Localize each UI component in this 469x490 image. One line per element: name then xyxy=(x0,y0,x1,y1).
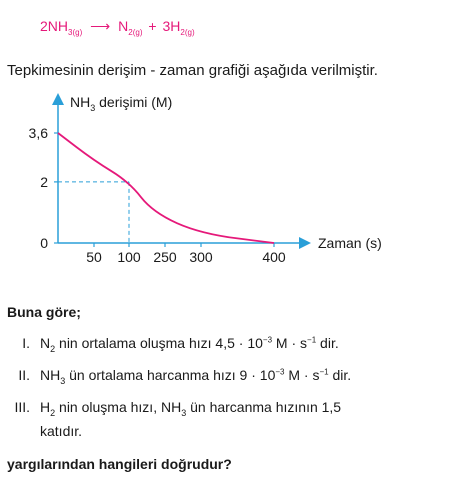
x-axis-label: Zaman (s) xyxy=(318,235,382,251)
x-tick-label: 100 xyxy=(117,249,141,265)
concentration-time-chart xyxy=(0,85,469,275)
prompt-text: Buna göre; xyxy=(7,304,81,320)
x-tick-label: 300 xyxy=(189,249,213,265)
concentration-curve xyxy=(58,133,274,243)
statement-2: II. $NH_3$ ün ortalama harcanma hızı $9 \cdot 10^{-3}$ $M \cdot s^{-1}$ dir. xyxy=(18,367,352,386)
y-axis-label: $NH_3$ derişimi (M) xyxy=(70,94,173,113)
statement-3-continued: katıdır. xyxy=(40,423,83,439)
y-tick-label: 0 xyxy=(40,235,48,251)
x-tick-label: 400 xyxy=(262,249,286,265)
intro-text: Tepkimesinin derişim - zaman grafiği aşağıda verilmiştir. xyxy=(7,62,378,79)
x-tick-label: 250 xyxy=(153,249,177,265)
x-tick-label: 50 xyxy=(86,249,102,265)
statement-1: I. $N_2$ nin ortalama oluşma hızı $4,5 \cdot 10^{-3}$ $M \cdot s^{-1}$ dir. xyxy=(22,335,339,354)
reaction-equation: $2NH_{3(g)}$ ⟶ $N_{2(g)} + 3H_{2(g)}$ xyxy=(40,18,195,37)
question-text: yargılarından hangileri doğrudur? xyxy=(7,456,232,472)
y-tick-label: 3,6 xyxy=(28,125,48,141)
y-tick-label: 2 xyxy=(40,173,48,190)
statement-3: III. $H_2$ nin oluşma hızı, $NH_3$ ün harcanma hızının 1,5 xyxy=(14,399,342,418)
reaction-arrow: ⟶ xyxy=(90,18,111,34)
